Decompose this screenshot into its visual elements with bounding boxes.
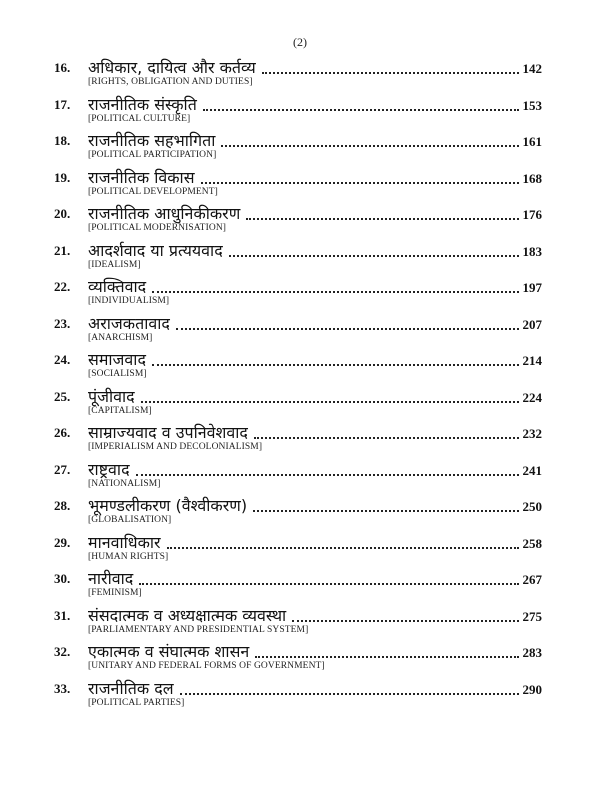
entry-title-hindi: पूंजीवाद [88,386,135,406]
entry-line [88,239,542,261]
toc-entry [0,640,600,677]
entry-number: 26. [54,425,71,440]
toc-entry [0,677,600,714]
entry-title-english: [INDIVIDUALISM] [88,296,170,306]
entry-page-number: 232 [522,426,542,441]
page-number: (2) [293,35,307,49]
dot-leader [255,644,518,658]
entry-title-hindi: राजनीतिक दल [88,678,174,698]
dot-leader [253,498,518,512]
entry-title-hindi: राजनीतिक विकास [88,167,195,187]
entry-page-number: 290 [522,681,542,697]
entry-number: 24. [54,352,71,367]
entry-title-english: [IDEALISM] [88,259,141,270]
entry-page-number: 161 [522,134,542,149]
toc-entry [0,567,600,604]
entry-number: 22. [54,279,71,294]
entry-number: 18. [54,133,71,148]
entry-page-number: 176 [522,207,542,222]
entry-title-english: [SOCIALISM] [88,369,147,379]
dot-leader [221,133,518,147]
entry-number: 33. [54,680,71,696]
entry-line [88,604,542,626]
entry-page-number: 258 [522,535,542,551]
toc-entry [0,93,600,130]
toc-entry [0,494,600,531]
entry-page-number: 283 [522,645,542,660]
dot-leader [167,535,519,549]
entry-number: 20. [54,206,71,221]
entry-page-number: 207 [522,316,542,332]
entry-title-english: [FEMINISM] [88,588,142,598]
entry-title-english: [POLITICAL PARTIES] [88,697,185,708]
entry-title-english: [GLOBALISATION] [88,515,172,525]
entry-line [88,348,542,370]
toc-entry [0,129,600,166]
dot-leader [254,425,519,439]
dot-leader [246,206,518,220]
toc-entry [0,56,600,93]
entry-title-hindi: संसदात्मक व अध्यक्षात्मक व्यवस्था [88,605,287,625]
dot-leader [152,352,519,366]
entry-title-english: [UNITARY AND FEDERAL FORMS OF GOVERNMENT] [88,661,325,671]
toc-entry [0,385,600,422]
dot-leader [141,389,519,403]
entry-title-english: [ANARCHISM] [88,332,153,343]
entry-title-hindi: अधिकार, दायित्व और कर्तव्य [88,58,256,77]
entry-number: 17. [54,96,71,112]
entry-number: 23. [54,315,71,331]
entry-title-hindi: अराजकतावाद [88,313,170,333]
toc-entry [0,202,600,239]
entry-title-hindi: राजनीतिक आधुनिकीकरण [88,204,241,223]
entry-line [88,677,542,699]
entry-page-number: 142 [522,61,542,76]
entry-page-number: 241 [522,462,542,478]
entry-page-number: 275 [522,608,542,624]
entry-line [88,312,542,334]
entry-page-number: 267 [522,572,542,587]
entry-page-number: 224 [522,389,542,405]
entry-number: 16. [54,60,71,75]
dot-leader [180,681,519,695]
entry-title-hindi: राष्ट्रवाद [88,459,130,479]
entry-title-hindi: व्यक्तिवाद [88,277,147,296]
entry-line [88,129,542,151]
entry-title-hindi: एकात्मक व संघात्मक शासन [88,642,250,661]
dot-leader [176,316,519,330]
toc-entry [0,531,600,568]
entry-line [88,385,542,407]
entry-line [88,56,542,78]
entry-number: 29. [54,534,71,550]
entry-line [88,93,542,115]
toc-entry [0,421,600,458]
dot-leader [229,243,519,257]
entry-title-english: [POLITICAL MODERNISATION] [88,223,227,233]
entry-number: 27. [54,461,71,477]
entry-title-hindi: नारीवाद [88,569,134,588]
entry-page-number: 214 [522,353,542,368]
toc-entry [0,275,600,312]
entry-title-hindi: राजनीतिक सहभागिता [88,131,216,150]
dot-leader [139,571,518,585]
entry-title-english: [CAPITALISM] [88,405,152,416]
entry-line [88,531,542,553]
entry-title-hindi: मानवाधिकार [88,532,161,552]
entry-title-english: [NATIONALISM] [88,478,161,489]
toc-entry [0,239,600,276]
entry-title-hindi: भूमण्डलीकरण (वैश्वीकरण) [88,496,248,515]
entry-line [88,202,542,224]
entry-line [88,640,542,662]
entry-title-english: [POLITICAL PARTICIPATION] [88,150,217,160]
entry-line [88,166,542,188]
entry-line [88,421,542,443]
toc-entry [0,458,600,495]
entry-title-hindi: समाजवाद [88,350,146,369]
toc-entry [0,348,600,385]
entry-title-english: [POLITICAL DEVELOPMENT] [88,186,218,197]
entry-page-number: 153 [522,97,542,113]
entry-number: 21. [54,242,71,258]
entry-number: 28. [54,498,71,513]
entry-page-number: 250 [522,499,542,514]
entry-number: 19. [54,169,71,185]
entry-page-number: 183 [522,243,542,259]
toc-entry [0,604,600,641]
entry-title-hindi: आदर्शवाद या प्रत्ययवाद [88,240,223,260]
table-of-contents [0,56,600,713]
dot-leader [203,97,519,111]
entry-title-hindi: राजनीतिक संस्कृति [88,94,197,114]
entry-title-english: [PARLIAMENTARY AND PRESIDENTIAL SYSTEM] [88,624,309,635]
entry-title-english: [RIGHTS, OBLIGATION AND DUTIES] [88,77,253,87]
entry-number: 25. [54,388,71,404]
dot-leader [262,60,519,74]
dot-leader [136,462,519,476]
entry-title-hindi: साम्राज्यवाद व उपनिवेशवाद [88,423,248,442]
entry-title-english: [HUMAN RIGHTS] [88,551,169,562]
entry-line [88,275,542,297]
entry-title-english: [IMPERIALISM AND DECOLONIALISM] [88,442,263,452]
toc-entry [0,166,600,203]
dot-leader [201,170,519,184]
entry-title-english: [POLITICAL CULTURE] [88,113,191,124]
entry-page-number: 168 [522,170,542,186]
entry-number: 32. [54,644,71,659]
dot-leader [292,608,518,622]
entry-number: 30. [54,571,71,586]
entry-number: 31. [54,607,71,623]
dot-leader [152,279,518,293]
entry-line [88,567,542,589]
entry-line [88,458,542,480]
entry-page-number: 197 [522,280,542,295]
toc-entry [0,312,600,349]
entry-line [88,494,542,516]
